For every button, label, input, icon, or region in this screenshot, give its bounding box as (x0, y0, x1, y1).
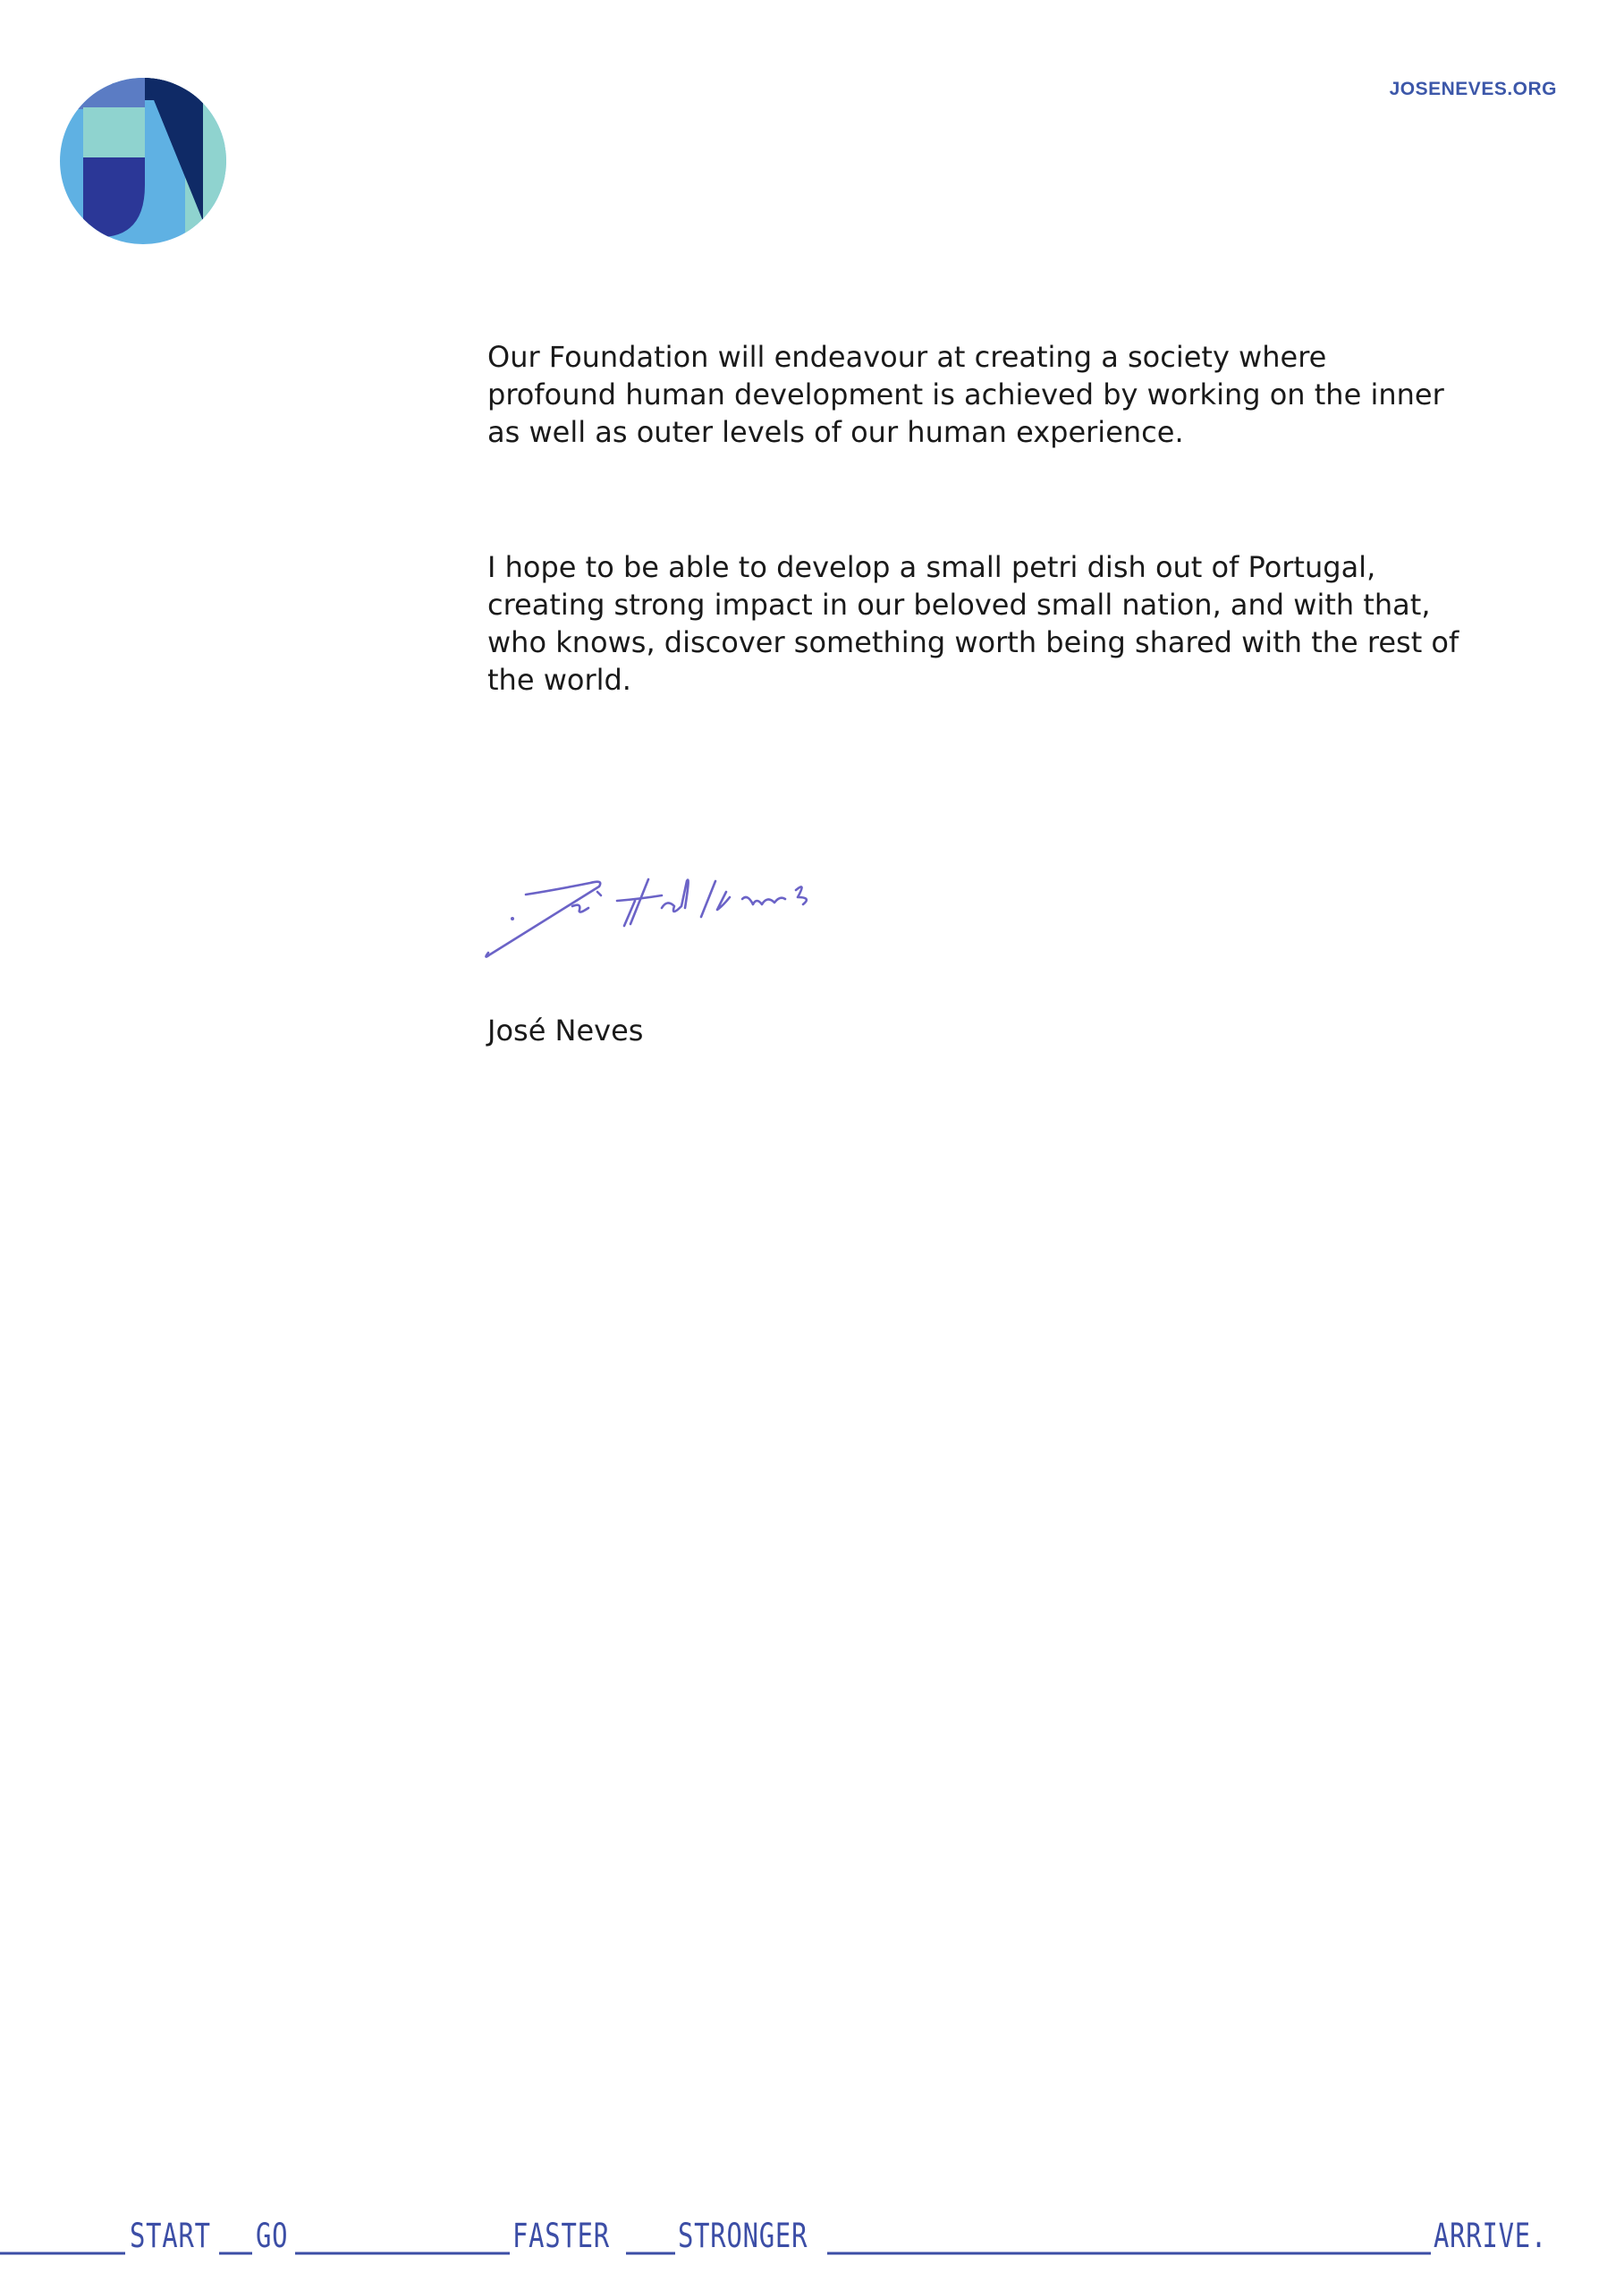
footer-word-stronger: STRONGER (678, 2217, 808, 2255)
signer-name: José Neves (487, 1014, 644, 1047)
letter-paragraph-2: I hope to be able to develop a small petri dish out of Portugal, creating strong impact in our beloved small nation, and with that, who knows, discover something worth being shared with the rest of the world. (487, 550, 1459, 697)
signature-icon (483, 854, 930, 962)
letter-paragraph-1: Our Foundation will endeavour at creating a society where profound human development is achieved by working on the inner as well as outer levels of our human experience. (487, 340, 1444, 449)
footer-word-go: GO (256, 2217, 289, 2255)
footer-divider (0, 2214, 1624, 2268)
website-link[interactable]: JOSENEVES.ORG (1389, 79, 1557, 99)
footer-word-faster: FASTER (512, 2217, 610, 2255)
footer-word-start: START (130, 2217, 211, 2255)
footer-word-arrive: ARRIVE. (1434, 2217, 1548, 2255)
jn-logo-icon (60, 78, 226, 244)
